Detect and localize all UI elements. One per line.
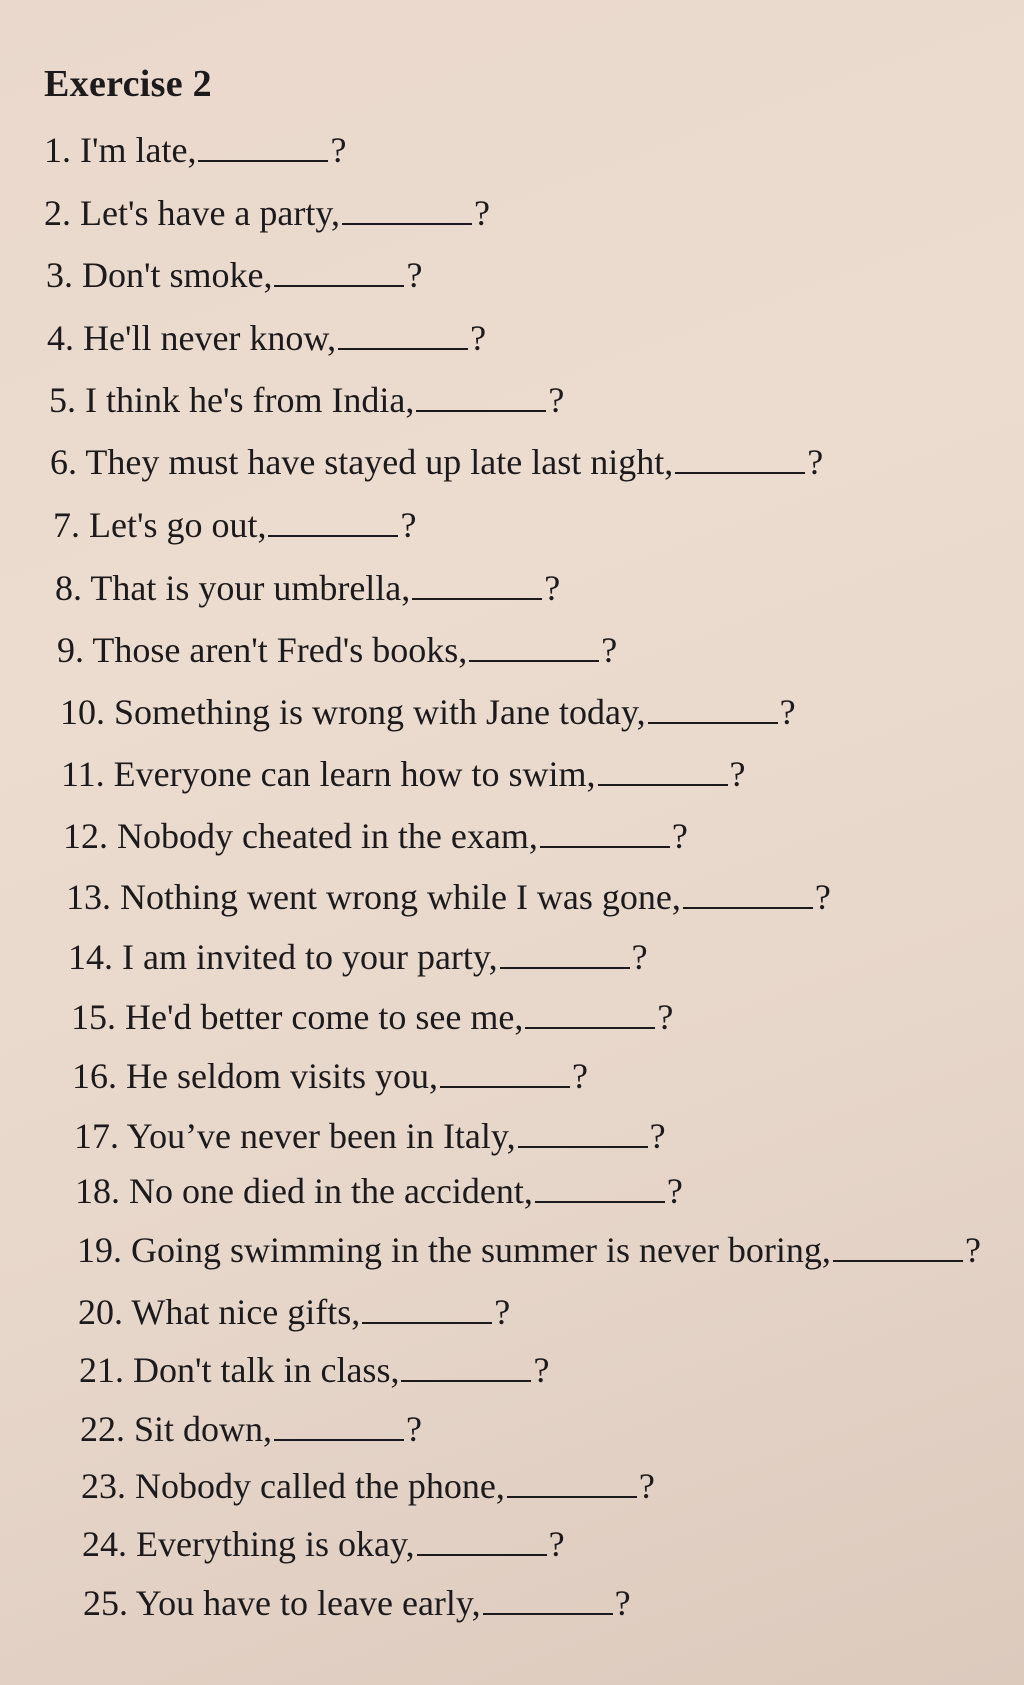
question-mark: ? (657, 997, 674, 1037)
exercise-item (83, 1583, 631, 1623)
item-sentence: Something is wrong with Jane today, (114, 692, 646, 732)
answer-blank[interactable] (648, 694, 778, 724)
answer-blank[interactable] (469, 632, 599, 662)
item-number: 21. (79, 1350, 133, 1390)
exercise-item (60, 692, 796, 732)
item-sentence: Don't smoke, (82, 255, 273, 295)
item-sentence: Nothing went wrong while I was gone, (120, 877, 681, 917)
item-sentence: Everything is okay, (136, 1524, 415, 1564)
answer-blank[interactable] (440, 1058, 570, 1088)
exercise-item (81, 1466, 655, 1506)
item-sentence: Sit down, (134, 1409, 273, 1449)
answer-blank[interactable] (268, 507, 398, 537)
question-mark: ? (964, 1230, 981, 1270)
item-number: 25. (83, 1583, 136, 1623)
question-mark: ? (330, 130, 347, 170)
item-sentence: Don't talk in class, (133, 1350, 400, 1390)
item-number: 7. (53, 505, 89, 545)
item-number: 1. (44, 130, 80, 170)
question-mark: ? (649, 1116, 666, 1156)
question-mark: ? (638, 1466, 655, 1506)
exercise-item (66, 877, 831, 917)
question-mark: ? (494, 1292, 511, 1332)
item-sentence: Nobody called the phone, (135, 1466, 505, 1506)
item-number: 16. (72, 1056, 126, 1096)
item-number: 11. (61, 754, 114, 794)
answer-blank[interactable] (412, 570, 542, 600)
item-sentence: He seldom visits you, (126, 1056, 438, 1096)
item-number: 8. (55, 568, 91, 608)
item-number: 20. (78, 1292, 132, 1332)
answer-blank[interactable] (598, 756, 728, 786)
item-number: 22. (80, 1409, 134, 1449)
question-mark: ? (572, 1056, 588, 1096)
answer-blank[interactable] (274, 1411, 404, 1441)
question-mark: ? (779, 692, 796, 732)
exercise-item (63, 816, 688, 856)
answer-blank[interactable] (518, 1118, 648, 1148)
item-sentence: I am invited to your party, (122, 937, 498, 977)
item-sentence: They must have stayed up late last night, (85, 442, 674, 482)
item-number: 13. (66, 877, 120, 917)
answer-blank[interactable] (274, 257, 404, 287)
question-mark: ? (533, 1350, 550, 1390)
question-mark: ? (631, 937, 648, 977)
exercise-item (46, 255, 422, 295)
item-number: 23. (81, 1466, 135, 1506)
item-number: 4. (47, 318, 83, 358)
question-mark: ? (406, 1409, 423, 1449)
item-sentence: Let's go out, (89, 505, 267, 545)
question-mark: ? (470, 318, 487, 358)
exercise-item (44, 130, 346, 170)
answer-blank[interactable] (401, 1352, 531, 1382)
answer-blank[interactable] (500, 939, 630, 969)
answer-blank[interactable] (417, 1526, 547, 1556)
item-number: 5. (49, 380, 85, 420)
question-mark: ? (671, 816, 688, 856)
item-sentence: Going swimming in the summer is never boring, (131, 1230, 831, 1270)
item-sentence: He'd better come to see me, (125, 997, 524, 1037)
question-mark: ? (548, 1524, 565, 1564)
item-number: 14. (68, 937, 122, 977)
item-sentence: Let's have a party, (80, 193, 341, 233)
question-mark: ? (666, 1171, 683, 1211)
exercise-item (72, 1056, 588, 1096)
question-mark: ? (474, 193, 491, 233)
exercise-item (79, 1350, 549, 1390)
answer-blank[interactable] (342, 195, 472, 225)
answer-blank[interactable] (338, 320, 468, 350)
exercise-item (50, 442, 823, 482)
question-mark: ? (406, 255, 423, 295)
answer-blank[interactable] (540, 818, 670, 848)
exercise-item (61, 754, 746, 794)
item-number: 2. (44, 193, 80, 233)
question-mark: ? (548, 380, 565, 420)
item-number: 18. (75, 1171, 129, 1211)
answer-blank[interactable] (683, 879, 813, 909)
exercise-item (68, 937, 648, 977)
question-mark: ? (614, 1583, 631, 1623)
exercise-item (77, 1230, 981, 1270)
item-number: 12. (63, 816, 117, 856)
answer-blank[interactable] (833, 1232, 963, 1262)
exercise-item (80, 1409, 422, 1449)
exercise-item (47, 318, 486, 358)
answer-blank[interactable] (675, 444, 805, 474)
exercise-item (74, 1116, 666, 1156)
exercise-item (82, 1524, 565, 1564)
question-mark: ? (729, 754, 746, 794)
question-mark: ? (400, 505, 417, 545)
item-number: 9. (57, 630, 93, 670)
answer-blank[interactable] (198, 132, 328, 162)
answer-blank[interactable] (535, 1173, 665, 1203)
item-sentence: What nice gifts, (131, 1292, 361, 1332)
item-sentence: Those aren't Fred's books, (92, 630, 468, 670)
answer-blank[interactable] (362, 1294, 492, 1324)
question-mark: ? (807, 442, 824, 482)
answer-blank[interactable] (416, 382, 546, 412)
item-number: 19. (77, 1230, 131, 1270)
exercise-item (57, 630, 617, 670)
item-number: 17. (74, 1116, 127, 1156)
answer-blank[interactable] (525, 999, 655, 1029)
answer-blank[interactable] (507, 1468, 637, 1498)
question-mark: ? (544, 568, 561, 608)
exercise-item (53, 505, 416, 545)
item-number: 15. (71, 997, 125, 1037)
item-sentence: You have to leave early, (135, 1583, 481, 1623)
item-sentence: Nobody cheated in the exam, (117, 816, 538, 856)
item-number: 10. (60, 692, 114, 732)
item-number: 3. (46, 255, 82, 295)
exercise-item (55, 568, 560, 608)
question-mark: ? (601, 630, 618, 670)
item-sentence: That is your umbrella, (90, 568, 411, 608)
exercise-item (71, 997, 673, 1037)
exercise-item (78, 1292, 510, 1332)
answer-blank[interactable] (483, 1585, 613, 1615)
item-sentence: You’ve never been in Italy, (126, 1116, 516, 1156)
item-sentence: No one died in the accident, (129, 1171, 533, 1211)
exercise-title: Exercise 2 (44, 63, 212, 105)
item-sentence: He'll never know, (83, 318, 337, 358)
exercise-item (49, 380, 564, 420)
exercise-item (75, 1171, 683, 1211)
item-sentence: Everyone can learn how to swim, (113, 754, 596, 794)
exercise-item (44, 193, 490, 233)
item-number: 24. (82, 1524, 136, 1564)
item-sentence: I'm late, (80, 130, 197, 170)
item-sentence: I think he's from India, (85, 380, 415, 420)
question-mark: ? (814, 877, 831, 917)
item-number: 6. (50, 442, 86, 482)
